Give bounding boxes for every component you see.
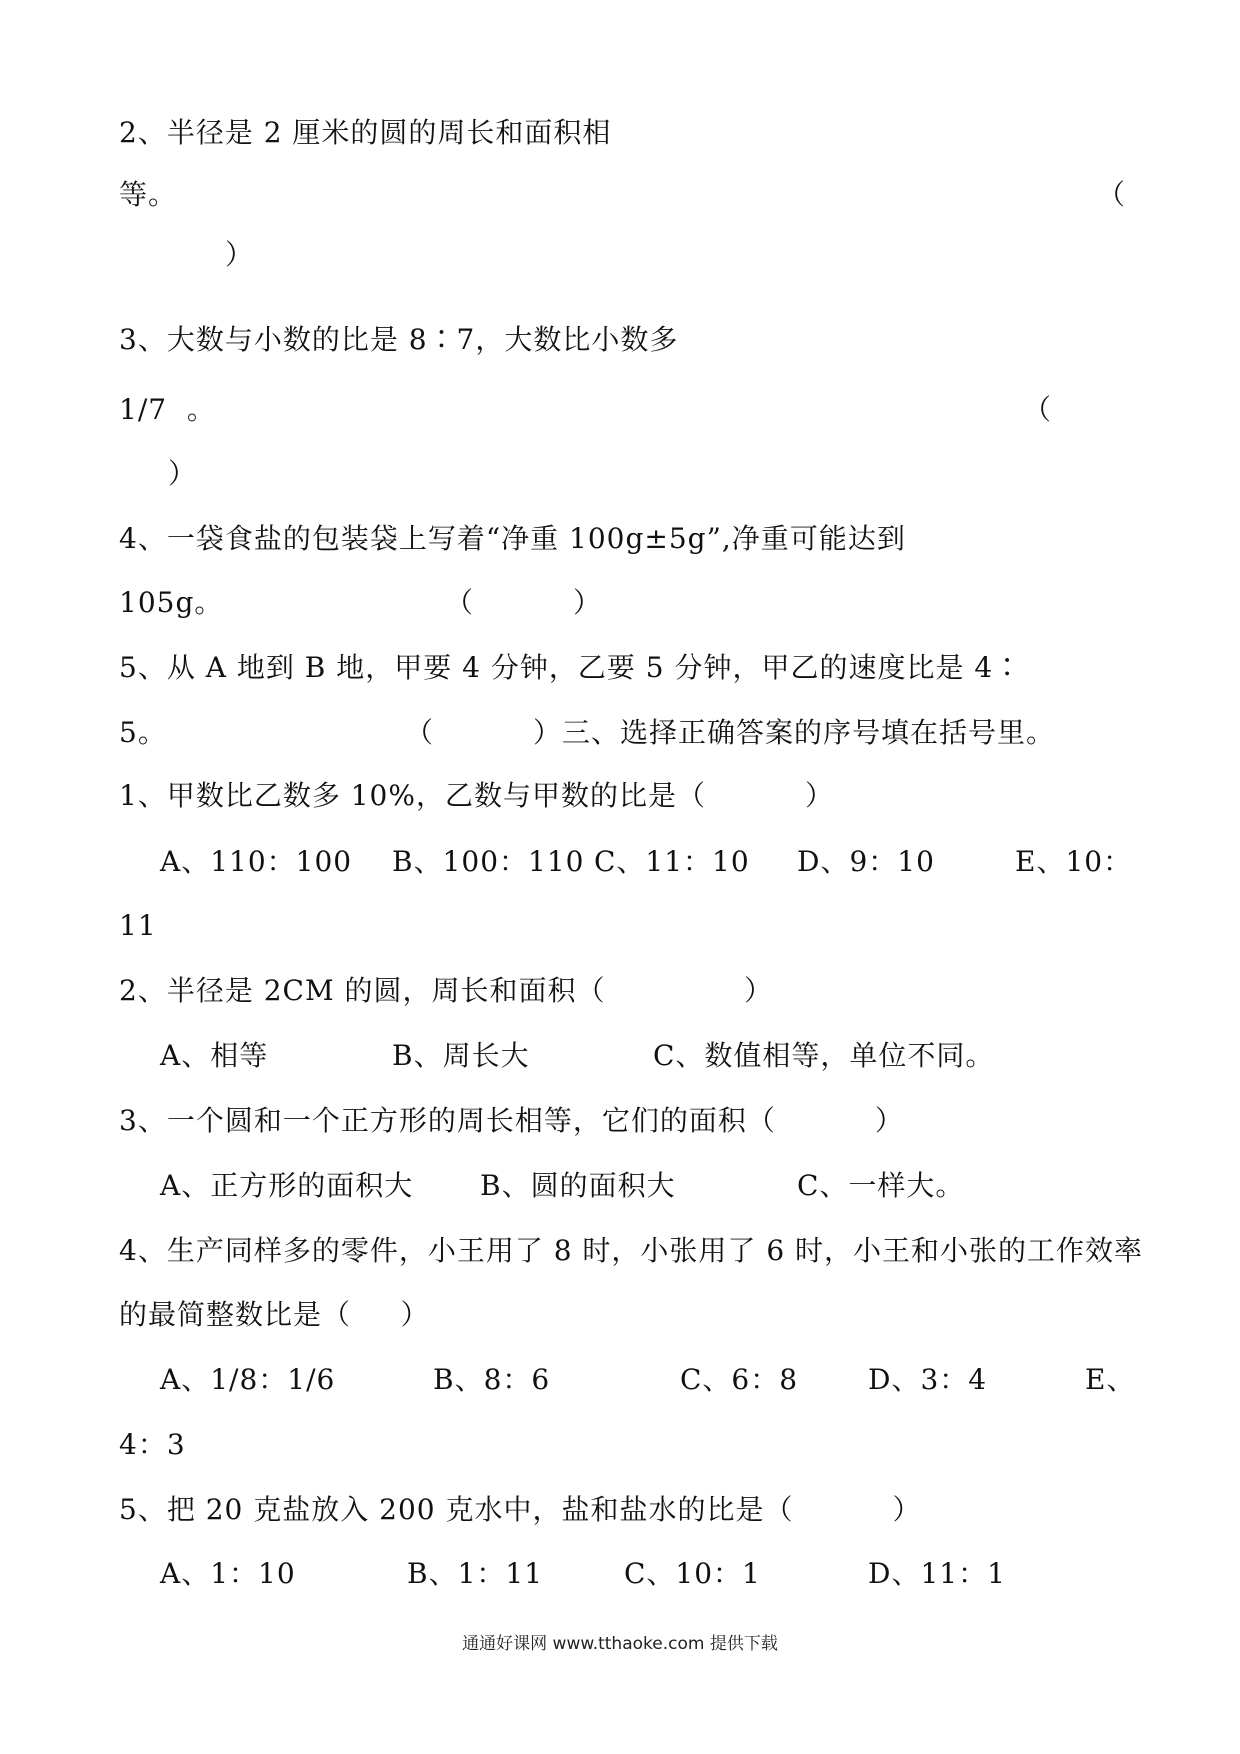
tf-q2-paren-open: （ (1097, 178, 1127, 211)
footer-credit: 通通好课网 www.tthaoke.com 提供下载 (462, 1634, 778, 1654)
mc-q4-stem-line2: 的最简整数比是（ ） (119, 1298, 430, 1331)
tf-q2-line1: 2、半径是 2 厘米的圆的周长和面积相 (119, 116, 612, 149)
tf-q3-line2: 1/7 。 (119, 393, 216, 426)
mc-q2-option-c: C、数值相等，单位不同。 (653, 1039, 995, 1072)
mc-q5-stem: 5、把 20 克盐放入 200 克水中，盐和盐水的比是（ ） (119, 1493, 922, 1526)
mc-q1-option-e: E、10： (1015, 845, 1133, 878)
mc-q3-option-b: B、圆的面积大 (480, 1169, 676, 1202)
mc-q1-option-a: A、110：100 (160, 845, 353, 878)
tf-q2-paren-close: ） (225, 238, 255, 271)
tf-q5-line2-start: 5。 (119, 716, 167, 749)
mc-q5-option-a: A、1：10 (160, 1557, 296, 1590)
tf-q4-line2: 105g。 (119, 586, 224, 619)
mc-q4-option-e: E、 (1085, 1363, 1136, 1396)
mc-q3-option-a: A、正方形的面积大 (160, 1169, 414, 1202)
mc-q4-option-b: B、8：6 (433, 1363, 551, 1396)
tf-q5-line2-rest: （ ）三、选择正确答案的序号填在括号里。 (405, 716, 1056, 749)
mc-q1-option-c: C、11：10 (594, 845, 750, 878)
mc-q4-option-e-wrap: 4：3 (119, 1428, 186, 1461)
mc-q1-option-e-wrap: 11 (119, 909, 157, 942)
mc-q2-stem: 2、半径是 2CM 的圆，周长和面积（ ） (119, 974, 774, 1007)
mc-q4-option-c: C、6：8 (680, 1363, 799, 1396)
mc-q4-option-d: D、3：4 (868, 1363, 988, 1396)
mc-q3-option-c: C、一样大。 (797, 1169, 965, 1202)
tf-q4-answer-paren: （ ） (445, 586, 603, 619)
mc-q4-stem-line1: 4、生产同样多的零件，小王用了 8 时，小张用了 6 时，小王和小张的工作效率 (119, 1234, 1144, 1267)
mc-q2-option-b: B、周长大 (392, 1039, 530, 1072)
mc-q5-option-b: B、1：11 (407, 1557, 544, 1590)
tf-q5-line1: 5、从 A 地到 B 地，甲要 4 分钟，乙要 5 分钟，甲乙的速度比是 4∶ (119, 651, 1023, 684)
tf-q4-line1: 4、一袋食盐的包装袋上写着“净重 100g±5g”,净重可能达到 (119, 522, 906, 555)
tf-q3-paren-close: ） (168, 457, 198, 490)
mc-q2-option-a: A、相等 (160, 1039, 269, 1072)
mc-q5-option-d: D、11：1 (868, 1557, 1006, 1590)
mc-q4-option-a: A、1/8：1/6 (160, 1363, 336, 1396)
mc-q1-option-d: D、9：10 (797, 845, 935, 878)
tf-q3-paren-open: （ (1023, 393, 1053, 426)
tf-q3-line1: 3、大数与小数的比是 8∶7，大数比小数多 (119, 323, 679, 356)
mc-q1-stem: 1、甲数比乙数多 10%，乙数与甲数的比是（ ） (119, 779, 834, 812)
mc-q1-option-b: B、100：110 (392, 845, 585, 878)
mc-q5-option-c: C、10：1 (624, 1557, 761, 1590)
tf-q2-line2: 等。 (119, 178, 178, 211)
mc-q3-stem: 3、一个圆和一个正方形的周长相等，它们的面积（ ） (119, 1104, 904, 1137)
